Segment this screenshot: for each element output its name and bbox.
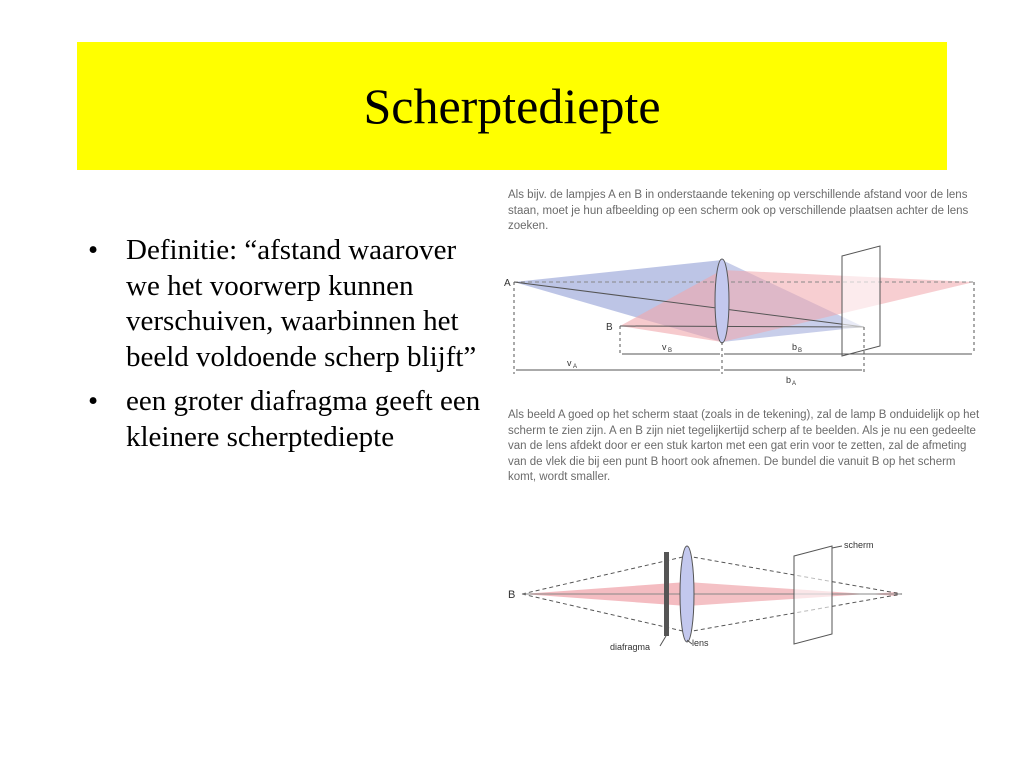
bullet-text: Definitie: “afstand waarover we het voorwerp kunnen verschuiven, waarbinnen het beeld voldoende scherp blijft”: [126, 234, 477, 373]
label-b-b-sub: B: [798, 348, 803, 354]
bullet-dot: •: [88, 385, 99, 417]
slide-title: Scherptediepte: [363, 78, 661, 134]
label-v-b-sub: B: [668, 348, 673, 354]
diaphragm-shape: [664, 552, 669, 636]
label-point-b: B: [606, 322, 613, 333]
label-b-b: b: [792, 342, 798, 352]
figure-caption-top: Als bijv. de lampjes A en B in onderstaande tekening op verschillende afstand voor de lens staan, moet je hun afbeelding op een scherm ook op verschillende plaatsen achter de lens zoeken.: [508, 189, 969, 232]
label-v-a-sub: A: [573, 364, 578, 370]
lens-diagram-ab: [502, 242, 982, 392]
label-v-b: v: [662, 342, 667, 352]
figure-caption-middle: Als beeld A goed op het scherm staat (zoals in de tekening), zal de lamp B onduidelijk op het scherm te zien zijn. A en B zijn niet tegelijkertijd scherp af te beelden. Als je nu een gedeelte van de lens afdekt door er een stuk karton met een gat erin voor te zetten, zal de afmeting van de vlek die bij een punt B hoort ook afnemen. De bundel die vanuit B op het scherm komt, wordt smaller.: [508, 409, 980, 483]
bullet-text: een groter diafragma geeft een kleinere scherptediepte: [126, 385, 481, 453]
lens-shape: [715, 259, 729, 343]
label-lens: lens: [692, 638, 709, 648]
label-point-b: B: [508, 589, 516, 601]
label-b-a: b: [786, 375, 792, 385]
screen-shape: [794, 546, 832, 644]
bullet-list: [88, 233, 488, 464]
diaphragm-diagram: [502, 534, 982, 652]
bullet-item: [88, 384, 488, 455]
label-diafragma: diafragma: [610, 642, 651, 652]
bullet-dot: •: [88, 234, 99, 266]
lens-shape: [680, 546, 694, 642]
screen-shape: [842, 246, 880, 356]
label-b-a-sub: A: [792, 381, 797, 387]
pointer-line: [660, 636, 666, 646]
pointer-line: [832, 546, 842, 548]
label-point-a: A: [504, 278, 511, 289]
scanned-figure: [502, 182, 982, 652]
bullet-item: [88, 233, 488, 375]
label-scherm: scherm: [844, 540, 874, 550]
title-band: [77, 42, 947, 170]
label-v-a: v: [567, 358, 572, 368]
